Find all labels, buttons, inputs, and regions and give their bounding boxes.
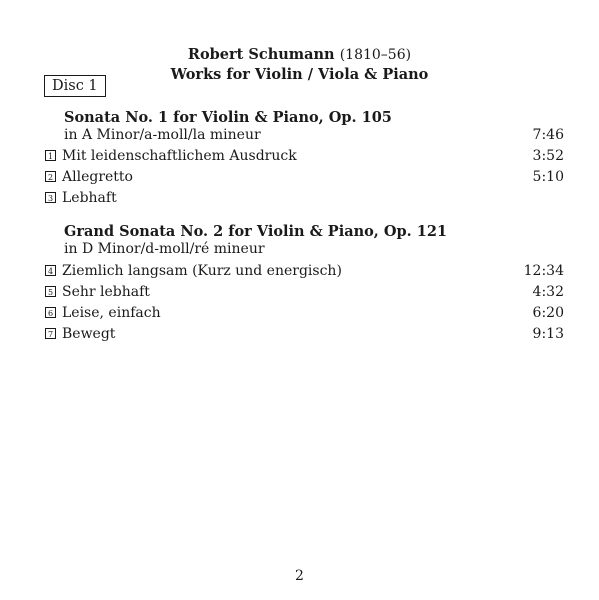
track-number-box: 6 <box>45 307 56 318</box>
work-key-row <box>64 238 564 259</box>
track-title: Leise, einfach <box>62 304 161 321</box>
track-title: Lebhaft <box>62 189 117 206</box>
track-title: Ziemlich langsam (Kurz und energisch) <box>62 262 342 279</box>
track-row <box>45 145 564 166</box>
track-title: Sehr lebhaft <box>62 283 150 300</box>
work-title: Sonata No. 1 for Violin & Piano, Op. 105 <box>64 109 392 126</box>
track-number-box: 5 <box>45 286 56 297</box>
track-row <box>45 166 564 187</box>
composer-name: Robert Schumann <box>187 46 335 63</box>
work-total-time: 7:46 <box>532 126 564 143</box>
track-title: Allegretto <box>62 168 133 185</box>
track-number-box: 7 <box>45 328 56 339</box>
track-time: 9:13 <box>532 325 564 342</box>
track-time: 12:34 <box>523 262 564 279</box>
track-number-box: 4 <box>45 265 56 276</box>
track-row <box>45 281 564 302</box>
track-number-box: 1 <box>45 150 56 161</box>
collection-title: Works for Violin / Viola & Piano <box>170 66 429 83</box>
page-number: 2 <box>295 568 304 584</box>
work-key: in D Minor/d-moll/ré mineur <box>64 240 265 257</box>
track-time: 3:52 <box>532 147 564 164</box>
track-row <box>45 260 564 281</box>
track-title: Mit leidenschaftlichem Ausdruck <box>62 147 297 164</box>
track-number-box: 2 <box>45 171 56 182</box>
composer-dates: (1810–56) <box>339 47 412 63</box>
work-title: Grand Sonata No. 2 for Violin & Piano, Op. 121 <box>64 223 448 240</box>
track-row <box>45 323 564 344</box>
track-time: 4:32 <box>532 283 564 300</box>
track-time: 5:10 <box>532 168 564 185</box>
work-key: in A Minor/a-moll/la mineur <box>64 126 261 143</box>
track-time: 6:20 <box>532 304 564 321</box>
track-row <box>45 187 564 208</box>
disc-label: Disc 1 <box>44 75 106 97</box>
composer-line <box>0 44 599 65</box>
track-number-box: 3 <box>45 192 56 203</box>
work-key-row <box>64 124 564 145</box>
track-row <box>45 302 564 323</box>
track-title: Bewegt <box>62 325 116 342</box>
